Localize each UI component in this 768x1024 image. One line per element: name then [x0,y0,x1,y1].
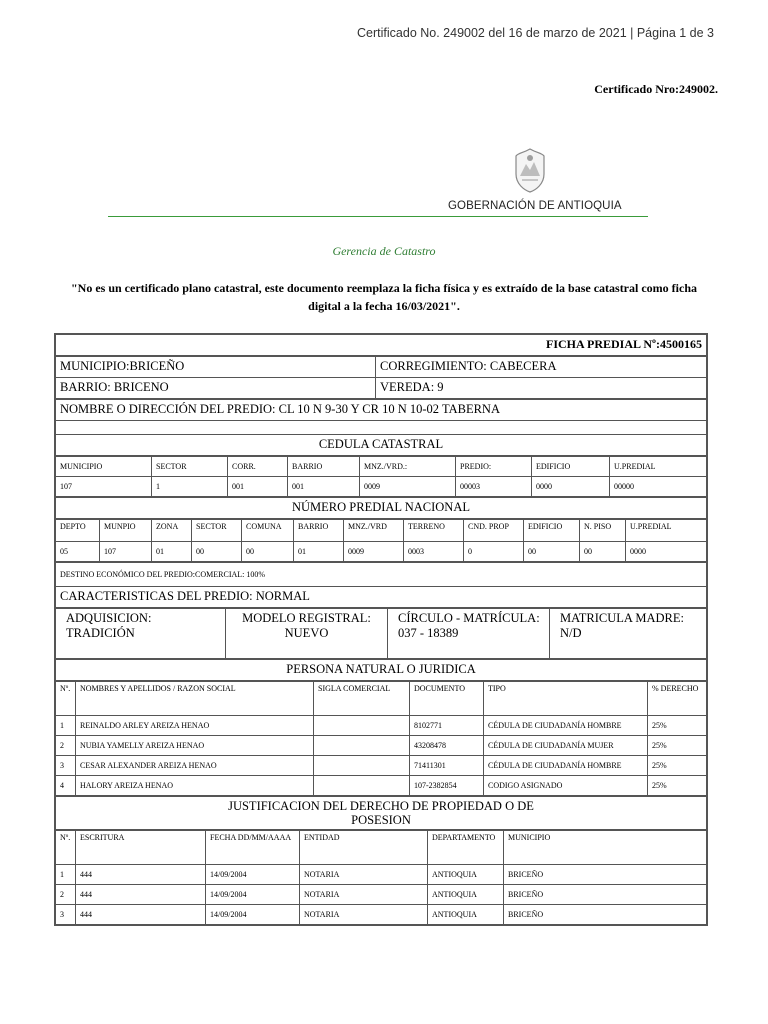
justificacion-cell: 2 [56,885,76,905]
persona-header: NOMBRES Y APELLIDOS / RAZON SOCIAL [76,682,314,716]
nacional-value: 05 [56,542,100,562]
cedula-value: 001 [288,477,360,497]
location-table [55,356,707,399]
cedula-header: SECTOR [152,457,228,477]
nacional-header: N. PISO [580,520,626,542]
persona-cell [314,736,410,756]
justificacion-cell: ANTIOQUIA [428,905,504,925]
justificacion-cell: BRICEÑO [504,865,707,885]
persona-header: TIPO [484,682,648,716]
justificacion-header: DEPARTAMENTO [428,831,504,865]
justificacion-cell: ANTIOQUIA [428,865,504,885]
nacional-value: 01 [294,542,344,562]
nacional-header: CND. PROP [464,520,524,542]
cedula-catastral-table [55,456,707,497]
cedula-value: 1 [152,477,228,497]
nacional-header: MUNPIO [100,520,152,542]
matricula-madre-cell: MATRICULA MADRE: N/D [550,609,707,659]
cedula-catastral-title: CEDULA CATASTRAL [56,435,707,456]
justificacion-cell: 444 [76,885,206,905]
persona-cell: 1 [56,716,76,736]
nacional-value: 0009 [344,542,404,562]
nacional-header: EDIFICIO [524,520,580,542]
justificacion-title-table [55,796,707,830]
persona-header: SIGLA COMERCIAL [314,682,410,716]
persona-cell: CESAR ALEXANDER AREIZA HENAO [76,756,314,776]
vereda-cell: VEREDA: 9 [376,378,707,399]
caracteristicas-table [55,608,707,659]
table-row [56,756,707,776]
persona-table [55,681,707,796]
justificacion-cell: BRICEÑO [504,905,707,925]
persona-cell: 25% [648,736,707,756]
nacional-header: SECTOR [192,520,242,542]
persona-header: % DERECHO [648,682,707,716]
ficha-header-table [55,334,707,356]
justificacion-cell: 444 [76,905,206,925]
cedula-header: PREDIO: [456,457,532,477]
justificacion-cell: NOTARIA [300,885,428,905]
nacional-header: BARRIO [294,520,344,542]
nacional-value: 0003 [404,542,464,562]
nacional-value: 00 [580,542,626,562]
nacional-value: 107 [100,542,152,562]
table-row [56,865,707,885]
coat-of-arms-icon [512,146,548,194]
persona-cell: CÉDULA DE CIUDADANÍA HOMBRE [484,716,648,736]
nacional-value-row [56,542,707,562]
persona-cell: 2 [56,736,76,756]
circulo-matricula-cell: CÍRCULO - MATRÍCULA: 037 - 18389 [388,609,550,659]
persona-cell: 43208478 [410,736,484,756]
justificacion-cell: 3 [56,905,76,925]
nacional-value: 00 [524,542,580,562]
cedula-header: EDIFICIO [532,457,610,477]
cedula-header: CORR. [228,457,288,477]
persona-cell: REINALDO ARLEY AREIZA HENAO [76,716,314,736]
table-row [56,776,707,796]
destino-economico: DESTINO ECONÓMICO DEL PREDIO:COMERCIAL: 100% [56,563,707,587]
table-row [56,736,707,756]
table-row [56,716,707,736]
barrio-cell: BARRIO: BRICENO [56,378,376,399]
justificacion-table [55,830,707,925]
justificacion-cell: 444 [76,865,206,885]
nacional-header: TERRENO [404,520,464,542]
justificacion-cell: BRICEÑO [504,885,707,905]
nacional-title-table [55,497,707,519]
nacional-header: MNZ./VRD [344,520,404,542]
persona-cell: CÉDULA DE CIUDADANÍA MUJER [484,736,648,756]
persona-cell: 71411301 [410,756,484,776]
justificacion-cell: 14/09/2004 [206,865,300,885]
department-name: Gerencia de Catastro [332,244,436,258]
justificacion-header-row [56,831,707,865]
nacional-header: ZONA [152,520,192,542]
persona-header: DOCUMENTO [410,682,484,716]
nacional-header: U.PREDIAL [626,520,707,542]
persona-cell: 8102771 [410,716,484,736]
justificacion-cell: NOTARIA [300,905,428,925]
nacional-header-row [56,520,707,542]
corregimiento-cell: CORREGIMIENTO: CABECERA [376,357,707,378]
justificacion-title: JUSTIFICACION DEL DERECHO DE PROPIEDAD O DE POSESION [56,797,707,830]
justificacion-cell: NOTARIA [300,865,428,885]
persona-cell: 107-2382854 [410,776,484,796]
direccion-table [55,399,707,456]
persona-header: Nº. [56,682,76,716]
justificacion-cell: ANTIOQUIA [428,885,504,905]
nacional-header: DEPTO [56,520,100,542]
modelo-registral-cell: MODELO REGISTRAL: NUEVO [226,609,388,659]
persona-cell [314,756,410,776]
justificacion-cell: 14/09/2004 [206,905,300,925]
municipio-cell: MUNICIPIO:BRICEÑO [56,357,376,378]
justificacion-cell: 14/09/2004 [206,885,300,905]
persona-cell: CODIGO ASIGNADO [484,776,648,796]
cedula-header: BARRIO [288,457,360,477]
cedula-value: 107 [56,477,152,497]
persona-cell [314,776,410,796]
nacional-header: COMUNA [242,520,294,542]
persona-header-row [56,682,707,716]
table-row [56,905,707,925]
numero-predial-nacional-table [55,519,707,562]
caracteristicas-title: CARACTERISTICAS DEL PREDIO: NORMAL [56,587,707,608]
nacional-value: 00 [242,542,294,562]
government-name: GOBERNACIÓN DE ANTIOQUIA [448,200,622,212]
persona-cell: HALORY AREIZA HENAO [76,776,314,796]
cedula-value: 00000 [610,477,707,497]
persona-cell: 25% [648,756,707,776]
persona-cell: NUBIA YAMELLY AREIZA HENAO [76,736,314,756]
cedula-value-row [56,477,707,497]
justificacion-cell: 1 [56,865,76,885]
cedula-value: 0009 [360,477,456,497]
ficha-title: FICHA PREDIAL Nº:4500165 [56,335,707,356]
justificacion-header: FECHA DD/MM/AAAA [206,831,300,865]
cedula-header: MUNICIPIO [56,457,152,477]
justificacion-header: ENTIDAD [300,831,428,865]
cedula-header-row [56,457,707,477]
page-header: Certificado No. 249002 del 16 de marzo de 2021 | Página 1 de 3 [357,26,714,40]
adquisicion-cell: ADQUISICION: TRADICIÓN [56,609,226,659]
nacional-value: 01 [152,542,192,562]
nacional-value: 0 [464,542,524,562]
cedula-value: 00003 [456,477,532,497]
header-divider [108,216,648,217]
persona-title-table [55,659,707,681]
justificacion-header: ESCRITURA [76,831,206,865]
cedula-value: 001 [228,477,288,497]
government-logo [430,146,650,218]
persona-cell: 25% [648,776,707,796]
ficha-predial-form [54,333,708,926]
table-row [56,885,707,905]
numero-predial-nacional-title: NÚMERO PREDIAL NACIONAL [56,498,707,519]
persona-cell [314,716,410,736]
persona-cell: 25% [648,716,707,736]
destino-table [55,562,707,608]
persona-cell: 4 [56,776,76,796]
persona-title: PERSONA NATURAL O JURIDICA [56,660,707,681]
justificacion-header: MUNICIPIO [504,831,707,865]
persona-cell: 3 [56,756,76,776]
cedula-value: 0000 [532,477,610,497]
persona-cell: CÉDULA DE CIUDADANÍA HOMBRE [484,756,648,776]
cedula-header: U.PREDIAL [610,457,707,477]
cedula-header: MNZ./VRD.: [360,457,456,477]
disclaimer-text: "No es un certificado plano catastral, este documento reemplaza la ficha física y es extraído de la base catastral como ficha digital a la fecha 16/03/2021". [71,281,697,313]
justificacion-header: Nº. [56,831,76,865]
direccion-cell: NOMBRE O DIRECCIÓN DEL PREDIO: CL 10 N 9-30 Y CR 10 N 10-02 TABERNA [56,400,707,421]
certificate-number: Certificado Nro:249002. [594,82,718,96]
nacional-value: 00 [192,542,242,562]
nacional-value: 0000 [626,542,707,562]
